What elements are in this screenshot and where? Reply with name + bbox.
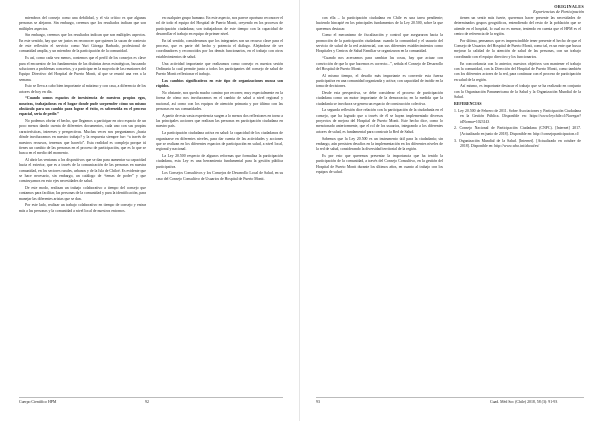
paragraph: tienen un sentir más fuerte, queremos hacer presente las necesidades de determinados grupos geográficos, entendiendo del resto de la población que se atiende en el hospital, lo cual no es menor, teniendo en cuenta que el HPM es el centro de referencia de la región.: [454, 16, 581, 37]
paragraph: La participación ciudadana activa en salud: la capacidad de los ciudadanos de organizarse en diferentes niveles, para dar cuenta de las actividades y acciones que se realizan en los diferentes espacios de participación en salud, a nivel local, regional y nacional.: [156, 131, 283, 152]
reference-item: 3. Organización Mundial de la Salud. [Internet]. [Actualizado en octubre de 2018]. Disponible en: http://www.who.int/about/es/: [454, 138, 581, 148]
left-page-column-1: [19, 16, 146, 216]
running-head-subtitle: Experiencias de Participación: [533, 9, 584, 14]
paragraph: En tal sentido, consideramos que los integrantes son un recurso clave para el proceso, que es parte del hecho y potencia el diálogo. Alejándose de ser coordinadores y reconocidos por los demás funcionarios, en el trabajo con otros establecimientos de salud.: [156, 38, 283, 59]
paragraph: Al abrir las ventanas a los dispositivos que se dan para aumentar su capacidad hacia el exterior, que es a través de la comunicación de las personas en nuestra comunidad, en los sectores rurales, urbanos y de la Isla de Chiloé. Es evidente que se hace necesario, sin embargo, un catálogo de “temas de poder” y que construyamos en esto ejes necesidades de salud.: [19, 157, 146, 184]
paragraph: De este modo, realizan un trabajo colaborativo a tiempo del consejo que contamos para facilitar, las personas de la comunidad y para la identificación, para manejar las diferentes aristas que se dan.: [19, 186, 146, 201]
paragraph: Sin embargo, creemos que los resultados indican que son múltiples aspectos. En este sentido, hay que ser justos en reconocer que quienes la sacan de contexto de este reflexión el servicio como Yuri Gávaga Barbado, profesional de comunidad amplía, y un miembro de la participación de la comunidad.: [19, 33, 146, 54]
paragraph: La Ley 20.500 respecto de algunos reformas que formaliza la participación ciudadana, esta Ley es una herramienta fundamental para la gestión pública participativa.: [156, 153, 283, 169]
reference-item: 2. Consejo Nacional de Participación Ciudadana (CNPC). [Internet] 2017. [Actualizado en junio de 2018]. Disponible en: http://consejoparticipacion.cl/: [454, 126, 581, 136]
left-page-column-2: [156, 16, 283, 183]
running-head-title: ORIGINALES: [554, 4, 584, 9]
right-page: [300, 0, 600, 421]
paragraph: Al mismo tiempo, el desafío más importante es convertir esta fuerza participativa en una comunidad organizada y activa; con capacidad de incidir en la toma de decisiones.: [316, 73, 443, 89]
right-column-2-body: [454, 16, 581, 100]
paragraph: con ella – la participación ciudadana en Chile es una tarea pendiente; haciendo hincapié en los principales fundamentos de la Ley 20.500, sobre la que queremos destacar.: [316, 16, 443, 31]
paragraph: “Cuando somos espacios de inexistencia de nuestros propios egos, nosotras, trabajadoras en el hogar donde pude sorprender cómo un mismo obstáculo para un cambio para lograr el éxito, es sobreseída en el proceso espacial, sería de pedir.”: [19, 96, 146, 117]
paragraph: Por último, pensamos que es imprescindible tener presente el hecho de que el Consejo de Usuarios del Hospital de Puerto Montt, como tal, es un ente que busca mejorar la calidad de la atención de salud de las personas, con un trabajo coordinado con el equipo directivo y los funcionarios.: [454, 38, 581, 59]
right-page-column-2: [454, 16, 581, 151]
paragraph: Una actividad importante que realizamos como consejo es nuestra sesión Ordinaria la cual permite junto a todos los participantes del consejo de salud de Puerto Montt reflexionar el trabajo.: [156, 61, 283, 77]
paragraph: La segunda reflexión dice relación con la participación de la ciudadanía en el consejo, que ha logrado que a través de él se hayan implementado diversos proyectos de mejora del Hospital de Puerto Montt. Este hecho dice, como lo mencionado anteriormente, que el rol de los usuarios, integrando a los diferentes actores de salud, es fundamental para construir la Red de Salud.: [316, 108, 443, 134]
references-list: [454, 109, 581, 149]
left-page-number: 92: [145, 400, 149, 404]
paragraph: Por este lado, realizar un trabajo colaborativo en tiempo de consejo y entrar más a las personas y la comunidad a nivel local de nuestros entornos.: [19, 203, 146, 213]
paragraph: Sabemos que la Ley 20.500 es un instrumento útil para la ciudadanía; sin embargo, aún persisten desafíos en la implementación en los diferentes niveles de la red de salud, considerando la diversidad territorial de la región.: [316, 136, 443, 152]
paragraph: Los cambios significativos en este tipo de organizaciones nunca son rápidos.: [156, 78, 283, 89]
right-page-column-1: [316, 16, 443, 177]
references-heading: REFERENCIAS: [454, 102, 482, 107]
paragraph: En concordancia con lo anterior, nuestros objetivos son mantener el trabajo con la comunidad, con la Dirección del Hospital de Puerto Montt, como también con los diferentes actores de la red, para continuar con el proceso de participación en salud de la región.: [454, 61, 581, 82]
right-footer-text: Cuad. Méd Soc (Chile) 2018, 58 (3): 91-93: [490, 400, 558, 404]
reference-item: 1. Ley 20.500 de Febrero de 2011. Sobre Asociaciones y Participación Ciudadana en la Gestión Pública. Disponible en: https://www.leychile.cl/Navegar?idNorma=1023143: [454, 109, 581, 124]
paragraph: Es por esto que queremos presentar la importancia que ha tenido la participación de la comunidad, a través del Consejo Consultivo, en la gestión del Hospital de Puerto Montt durante los últimos años, en cuanto al trabajo con los equipos de salud.: [316, 153, 443, 175]
paragraph: Es así, como cada vez menos, contemos que el perfil de los consejos es clave para el encuentro de los fundamentos de las distintas áreas estratégicas, buscando soluciones a problemas concretos, y a participar en la mayoría de las reuniones del Equipo Directivo del Hospital de Puerto Montt, al que se reunió una vez a la semana.: [19, 56, 147, 82]
right-page-number: 93: [316, 400, 320, 404]
paragraph: Los Consejos Consultivos y los Consejos de Desarrollo Local de Salud, en su caso del Consejo Consultivo de Usuarios de Hospital de Puerto Montt.: [156, 171, 283, 181]
paragraph: A partir de esta vasta experiencia surgen a lo menos dos reflexiones en torno a las principales acciones que realizan las personas en participación ciudadana en nuestro país.: [156, 113, 283, 129]
paragraph: No obstante, nos queda mucho camino por recorrer, muy especialmente en la forma de cómo nos involucramos en el cambio de salud a nivel regional y nacional, así como con los equipos de atención primaria y por último con las personas en sus comunidades.: [156, 91, 283, 112]
left-footer-text: Cuerpo Científico HPM: [19, 400, 57, 404]
left-footer-rule: [19, 397, 283, 398]
paragraph: No podemos obviar el hecho, que llegamos a participar en otro espacio de un poco menos dando cuenta de diferentes documentos, cada uno con sus propias características, intereses y perspectivas. Muchas veces nos preguntamos ¿hasta dónde involucramos en nuestro trabajo? y la respuesta siempre fue: “a través de nuestros recursos, tenemos que hacerlo”. Esta realidad es compleja porque tú tienes un cambio de las personas en el proceso de participación, que es lo que se busca en el medio del momento.: [19, 119, 146, 156]
paragraph: miembros del consejo como una debilidad, y el vía crítico es que algunas personas se alejaron. Sin embargo, creemos que los resultados indican que son múltiples aspectos.: [19, 16, 146, 31]
paragraph: “Cuando nos acercamos para cambiar las cosas, hay que actuar con convicción de que lo que hacemos es correcto...”, señala el Consejo de Desarrollo del Hospital de Puerto Montt.: [316, 56, 443, 71]
paragraph: Desde esta perspectiva, se debe considerar el proceso de participación ciudadana como un motor importante de la democracia; en la medida que la ciudadanía se involucra se genera un espacio de construcción colectiva.: [316, 91, 443, 106]
paragraph: Como el mecanismo de fiscalización y control que aseguraron hacia la promoción de la participación ciudadana: cuando la comunidad y el usuario del servicio de salud de la red asistencial, con sus diferentes establecimientos como Hospitales y Centros de Salud Familiar se organizaron en la comunidad.: [316, 33, 443, 54]
paragraph: en cualquier grupo humano. En este aspecto, nos parece oportuno reconocer el rol de todo el equipo del Hospital de Puerto Montt, creyendo en los procesos de participación ciudadana; son trabajadoras de este tiempo con la capacidad de desarrollar el trabajo en equipo de primer nivel.: [156, 16, 283, 37]
paragraph: Esto se lleva a cabo bien importante al máximo y con casa, a diferencia de los actores de hoy en día.: [19, 84, 146, 94]
running-head: [533, 4, 584, 14]
paragraph: Así mismo, es importante destacar el trabajo que se ha realizado en conjunto con la Organización Panamericana de la Salud y la Organización Mundial de la Salud.: [454, 84, 581, 99]
